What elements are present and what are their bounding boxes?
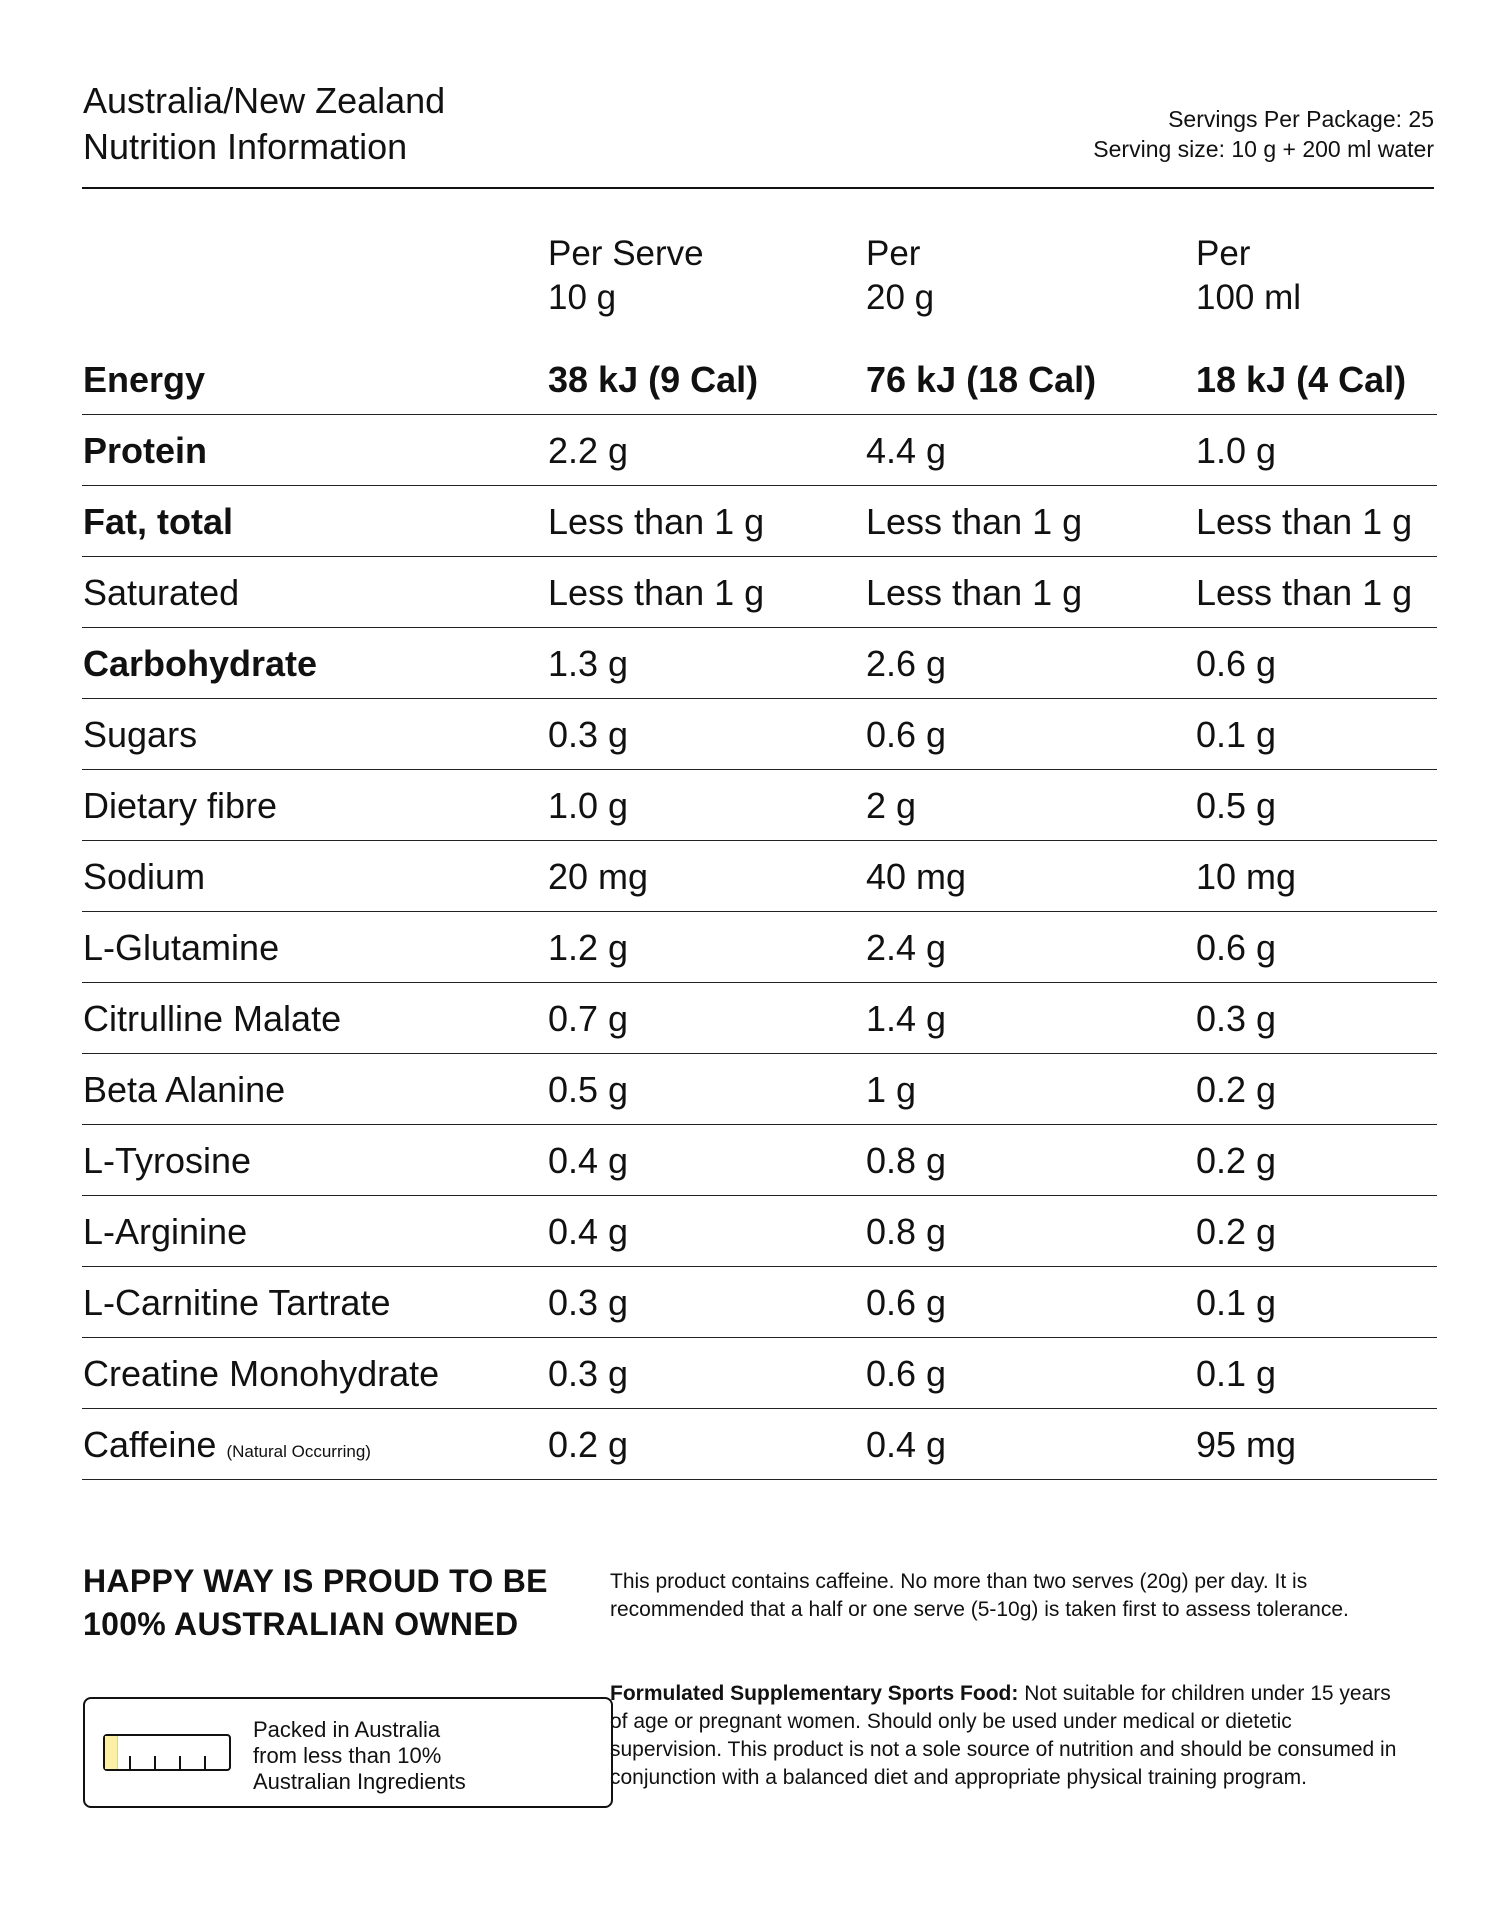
nutrient-value: 10 mg — [1196, 856, 1297, 897]
row-divider — [82, 982, 1437, 984]
nutrient-value: 0.8 g — [866, 1140, 947, 1181]
table-row — [0, 1055, 1494, 1125]
table-row — [0, 1339, 1494, 1409]
nutrient-name — [83, 1197, 247, 1267]
serving-info — [1093, 104, 1434, 164]
column-header-line: Per — [866, 234, 921, 273]
nutrient-value: 0.6 g — [866, 1353, 947, 1394]
nutrient-value: 0.6 g — [1196, 927, 1277, 968]
nutrient-value: 1 g — [866, 1069, 917, 1110]
nutrient-value: 0.3 g — [548, 1353, 629, 1394]
table-row — [0, 416, 1494, 486]
table-row — [0, 984, 1494, 1054]
packed-line-3: Australian Ingredients — [253, 1769, 466, 1794]
gauge-tick — [154, 1756, 156, 1769]
proud-line-1: HAPPY WAY IS PROUD TO BE — [83, 1563, 548, 1599]
nutrient-value: 2 g — [866, 785, 917, 826]
table-row — [0, 1126, 1494, 1196]
nutrient-value: 18 kJ (4 Cal) — [1196, 359, 1407, 400]
column-header-line: Per — [1196, 234, 1251, 273]
packed-in-text — [253, 1717, 466, 1795]
nutrient-name — [83, 1268, 390, 1338]
gauge-tick — [179, 1756, 181, 1769]
nutrient-name — [83, 984, 341, 1054]
nutrient-name-text: Fat, total — [83, 501, 233, 542]
nutrient-name-text: Energy — [83, 359, 206, 400]
table-row — [0, 771, 1494, 841]
gauge-tick — [129, 1756, 131, 1769]
nutrient-name-text: L-Tyrosine — [83, 1140, 252, 1181]
nutrient-value: 0.4 g — [866, 1424, 947, 1465]
nutrient-value: Less than 1 g — [866, 572, 1083, 613]
country-of-origin-label — [83, 1697, 613, 1808]
nutrient-value: 0.3 g — [1196, 998, 1277, 1039]
nutrient-value: 0.5 g — [1196, 785, 1277, 826]
nutrient-name-text: L-Carnitine Tartrate — [83, 1282, 391, 1323]
row-divider — [82, 840, 1437, 842]
nutrient-name — [83, 771, 277, 841]
nutrient-value: 0.2 g — [1196, 1140, 1277, 1181]
nutrient-name-text: Beta Alanine — [83, 1069, 286, 1110]
nutrient-value: 20 mg — [548, 856, 649, 897]
column-header-line: Per Serve — [548, 234, 704, 273]
nutrient-name — [83, 629, 317, 699]
nutrient-value: 0.6 g — [866, 1282, 947, 1323]
table-row — [0, 1197, 1494, 1267]
row-divider — [82, 1195, 1437, 1197]
nutrient-value: Less than 1 g — [1196, 501, 1413, 542]
page-title — [83, 78, 445, 170]
table-row — [0, 700, 1494, 770]
nutrient-name-text: Carbohydrate — [83, 643, 318, 684]
nutrient-value: 0.1 g — [1196, 1282, 1277, 1323]
row-divider — [82, 485, 1437, 487]
nutrient-value: Less than 1 g — [548, 572, 765, 613]
nutrient-name-text: Citrulline Malate — [83, 998, 342, 1039]
nutrient-name — [83, 345, 205, 415]
column-header-per-20g — [866, 232, 934, 320]
nutrient-value: 0.1 g — [1196, 714, 1277, 755]
australian-owned-statement — [83, 1560, 548, 1646]
nutrient-name — [83, 700, 197, 770]
row-divider — [82, 1266, 1437, 1268]
nutrient-name — [83, 1339, 439, 1409]
column-header-line: 10 g — [548, 278, 617, 317]
nutrient-name-text: L-Arginine — [83, 1211, 248, 1252]
nutrient-value: 0.4 g — [548, 1211, 629, 1252]
column-header-line: 20 g — [866, 278, 935, 317]
nutrient-name-text: Caffeine — [83, 1424, 217, 1465]
nutrient-value: Less than 1 g — [1196, 572, 1413, 613]
title-line-1: Australia/New Zealand — [83, 80, 446, 121]
table-row — [0, 913, 1494, 983]
nutrient-value: 1.0 g — [548, 785, 629, 826]
sports-food-text: Not suitable for children under 15 years of age or pregnant women. Should only be used under medical or dietetic supervision. This product is not a sole source of nutrition and should be consumed in conjunction with a balanced diet and appropriate physical training program. — [610, 1682, 1397, 1789]
gauge-tick — [204, 1756, 206, 1769]
nutrient-name — [83, 416, 207, 486]
gauge-fill — [105, 1736, 118, 1769]
nutrient-name — [83, 913, 279, 983]
nutrient-value: Less than 1 g — [548, 501, 765, 542]
proud-line-2: 100% AUSTRALIAN OWNED — [83, 1606, 519, 1642]
row-divider — [82, 1408, 1437, 1410]
nutrient-value: 2.2 g — [548, 430, 629, 471]
nutrient-value: Less than 1 g — [866, 501, 1083, 542]
nutrient-value: 1.4 g — [866, 998, 947, 1039]
nutrient-value: 0.2 g — [1196, 1211, 1277, 1252]
table-row — [0, 1268, 1494, 1338]
nutrient-name — [83, 1126, 251, 1196]
nutrient-value: 0.3 g — [548, 714, 629, 755]
nutrient-value: 0.6 g — [866, 714, 947, 755]
nutrient-name-text: Protein — [83, 430, 208, 471]
header-divider — [82, 187, 1434, 189]
nutrient-value: 95 mg — [1196, 1424, 1297, 1465]
nutrient-name — [83, 1055, 285, 1125]
table-row — [0, 487, 1494, 557]
nutrient-value: 1.2 g — [548, 927, 629, 968]
nutrient-value: 0.5 g — [548, 1069, 629, 1110]
packed-line-2: from less than 10% — [253, 1743, 442, 1768]
nutrient-value: 0.2 g — [548, 1424, 629, 1465]
nutrient-value: 2.6 g — [866, 643, 947, 684]
nutrient-value: 0.1 g — [1196, 1353, 1277, 1394]
table-row — [0, 1410, 1494, 1480]
nutrient-value: 0.6 g — [1196, 643, 1277, 684]
nutrient-name-text: Creatine Monohydrate — [83, 1353, 440, 1394]
row-divider — [82, 911, 1437, 913]
nutrient-value: 40 mg — [866, 856, 967, 897]
serving-size: Serving size: 10 g + 200 ml water — [1093, 136, 1434, 162]
row-divider — [82, 698, 1437, 700]
nutrient-name — [83, 842, 205, 912]
nutrient-name-text: L-Glutamine — [83, 927, 280, 968]
nutrient-value: 0.7 g — [548, 998, 629, 1039]
row-divider — [82, 769, 1437, 771]
nutrient-value: 4.4 g — [866, 430, 947, 471]
nutrient-value: 76 kJ (18 Cal) — [866, 359, 1097, 400]
row-divider — [82, 1053, 1437, 1055]
table-row — [0, 558, 1494, 628]
column-header-line: 100 ml — [1196, 278, 1302, 317]
nutrient-value: 0.3 g — [548, 1282, 629, 1323]
sports-food-label: Formulated Supplementary Sports Food: — [610, 1682, 1019, 1705]
nutrient-value: 1.0 g — [1196, 430, 1277, 471]
nutrient-name-text: Dietary fibre — [83, 785, 278, 826]
table-row — [0, 629, 1494, 699]
sports-food-statement — [610, 1680, 1400, 1792]
nutrient-note: (Natural Occurring) — [226, 1442, 371, 1461]
nutrient-name-text: Sodium — [83, 856, 206, 897]
nutrient-value: 1.3 g — [548, 643, 629, 684]
row-divider — [82, 1124, 1437, 1126]
table-row — [0, 345, 1494, 415]
row-divider — [82, 1337, 1437, 1339]
column-header-per-100ml — [1196, 232, 1301, 320]
column-header-per-serve — [548, 232, 704, 320]
nutrient-value: 2.4 g — [866, 927, 947, 968]
nutrient-name — [83, 558, 239, 628]
packed-line-1: Packed in Australia — [253, 1717, 441, 1742]
nutrient-value: 0.8 g — [866, 1211, 947, 1252]
nutrient-value: 0.2 g — [1196, 1069, 1277, 1110]
row-divider — [82, 627, 1437, 629]
nutrient-name — [83, 1410, 371, 1480]
australian-ingredients-gauge — [103, 1734, 231, 1771]
nutrient-name-text: Saturated — [83, 572, 240, 613]
servings-per-package: Servings Per Package: 25 — [1168, 106, 1434, 132]
nutrient-name — [83, 487, 233, 557]
nutrient-value: 38 kJ (9 Cal) — [548, 359, 759, 400]
row-divider — [82, 1479, 1437, 1481]
table-row — [0, 842, 1494, 912]
caffeine-warning: This product contains caffeine. No more than two serves (20g) per day. It is recommended that a half or one serve (5-10g) is taken first to assess tolerance. — [610, 1570, 1349, 1621]
row-divider — [82, 556, 1437, 558]
row-divider — [82, 414, 1437, 416]
title-line-2: Nutrition Information — [83, 126, 408, 167]
nutrient-value: 0.4 g — [548, 1140, 629, 1181]
nutrient-name-text: Sugars — [83, 714, 198, 755]
